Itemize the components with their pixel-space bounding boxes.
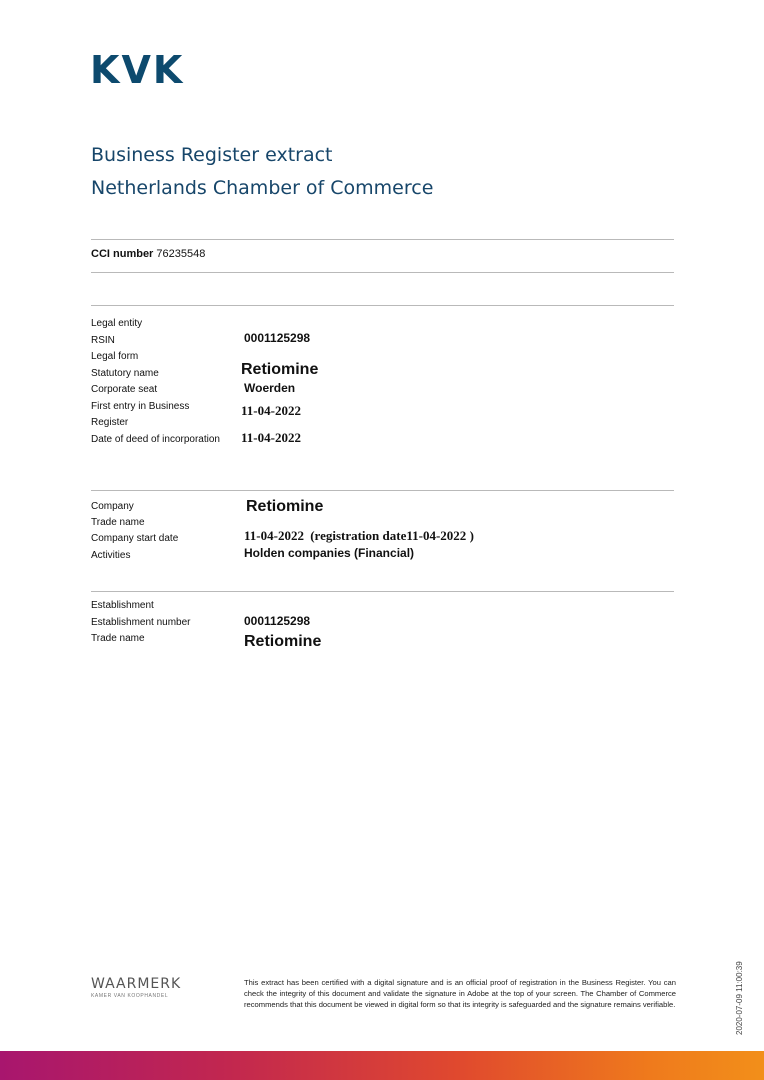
cci-label: CCI number xyxy=(91,248,154,260)
company-value: Retiomine xyxy=(246,498,324,515)
statutory-name-value: Retiomine xyxy=(241,361,319,378)
corporate-seat-value: Woerden xyxy=(244,381,296,395)
certification-text: This extract has been certified with a digital signature and is an official proof of registration in the Business Register. You can check the integrity of this document and validate the signature in Adobe at the top of your screen. The Chamber of Commerce recommends that this document be viewed in digital form so that its integrity is safeguarded and the signature remains verifiable. xyxy=(244,978,676,1009)
activities-label: Activities xyxy=(91,550,131,561)
timestamp: 2020-07-09 11:00:39 xyxy=(735,961,744,1035)
corporate-seat-label: Corporate seat xyxy=(91,384,158,395)
statutory-name-label: Statutory name xyxy=(91,368,159,379)
establishment-label: Establishment xyxy=(91,600,154,611)
document-title: Business Register extract xyxy=(91,144,333,166)
divider xyxy=(91,305,674,306)
divider xyxy=(91,591,674,592)
kvk-logo: KVK xyxy=(90,48,185,92)
registration-date: 11-04-2022 xyxy=(406,528,467,543)
waarmerk-logo: WAARMERK xyxy=(91,976,182,992)
cci-number xyxy=(91,248,205,260)
establishment-number-value: 0001125298 xyxy=(244,614,311,628)
cci-value: 76235548 xyxy=(156,248,206,260)
first-entry-label-cont: Register xyxy=(91,417,129,428)
start-date-label: Company start date xyxy=(91,533,179,544)
brand-gradient-bar xyxy=(0,1051,764,1080)
first-entry-value: 11-04-2022 xyxy=(241,403,301,418)
establishment-trade-name-label: Trade name xyxy=(91,633,145,644)
legal-form-label: Legal form xyxy=(91,351,139,362)
document-subtitle: Netherlands Chamber of Commerce xyxy=(91,177,434,199)
deed-date-value: 11-04-2022 xyxy=(241,430,301,445)
waarmerk-subtitle: KAMER VAN KOOPHANDEL xyxy=(91,993,169,999)
rsin-label: RSIN xyxy=(91,335,115,346)
divider xyxy=(91,490,674,491)
company-label: Company xyxy=(91,501,134,512)
divider xyxy=(91,272,674,273)
first-entry-label: First entry in Business xyxy=(91,401,190,412)
registration-suffix: ) xyxy=(469,528,474,543)
divider xyxy=(91,239,674,240)
establishment-trade-name-value: Retiomine xyxy=(244,633,322,650)
deed-date-label: Date of deed of incorporation xyxy=(91,434,220,445)
legal-entity-label: Legal entity xyxy=(91,318,143,329)
start-date: 11-04-2022 xyxy=(244,528,304,543)
registration-prefix: (registration date xyxy=(310,528,407,543)
trade-name-label: Trade name xyxy=(91,517,145,528)
rsin-value: 0001125298 xyxy=(244,331,311,345)
establishment-number-label: Establishment number xyxy=(91,617,191,628)
start-date-value xyxy=(244,528,474,544)
activities-value: Holden companies (Financial) xyxy=(244,546,415,560)
